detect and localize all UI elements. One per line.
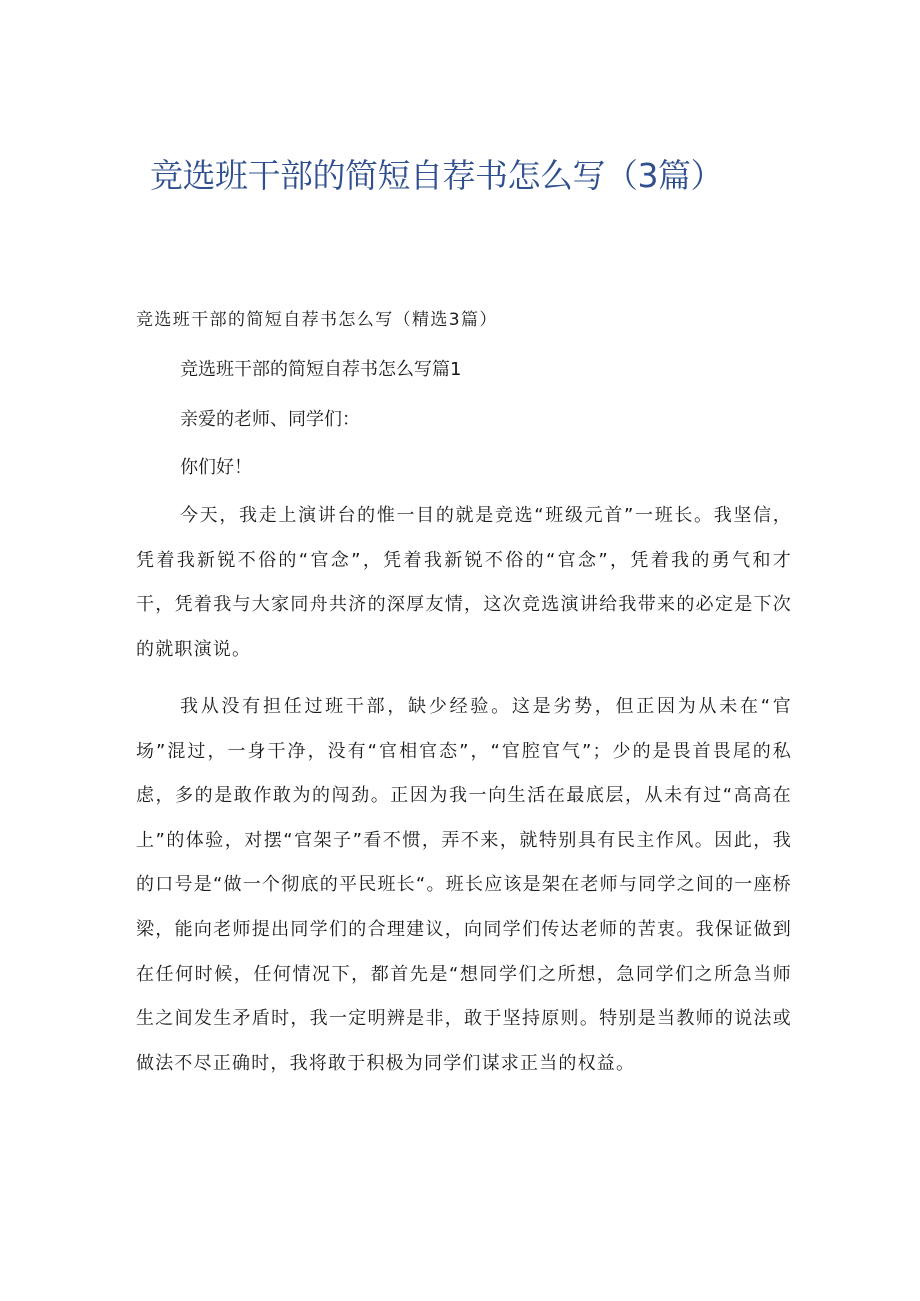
section-heading: 竞选班干部的简短自荐书怎么写篇1 (180, 359, 462, 380)
salutation: 亲爱的老师、同学们： (180, 409, 360, 430)
document-subtitle: 竞选班干部的简短自荐书怎么写（精选3篇） (136, 310, 498, 330)
body-paragraph: 今天，我走上演讲台的惟一目的就是竞选“班级元首”一班长。我坚信，凭着我新锐不俗的“官念”，凭着我新锐不俗的“官念”，凭着我的勇气和才干，凭着我与大家同舟共济的深厚友情，这次竞选演讲给我带来的必定是下次的就职演说。 (136, 505, 792, 660)
document-title: 竞选班干部的简短自荐书怎么写（3篇） (150, 156, 723, 195)
body-paragraph: 我从没有担任过班干部，缺少经验。这是劣势，但正因为从未在“官场”混过，一身干净，没有“官相官态”，“官腔官气”；少的是畏首畏尾的私虑，多的是敢作敢为的闯劲。正因为我一向生活在最底层，从未有过“高高在上”的体验，对摆“官架子”看不惯，弄不来，就特别具有民主作风。因此，我的口号是“做一个彻底的平民班长“。班长应该是架在老师与同学之间的一座桥梁，能向老师提出同学们的合理建议，向同学们传达老师的苦衷。我保证做到在任何时候，任何情况下，都首先是“想同学们之所想，急同学们之所急当师生之间发生矛盾时，我一定明辨是非，敢于坚持原则。特别是当教师的说法或做法不尽正确时，我将敢于积极为同学们谋求正当的权益。 (136, 696, 792, 1074)
greeting: 你们好！ (180, 457, 252, 478)
